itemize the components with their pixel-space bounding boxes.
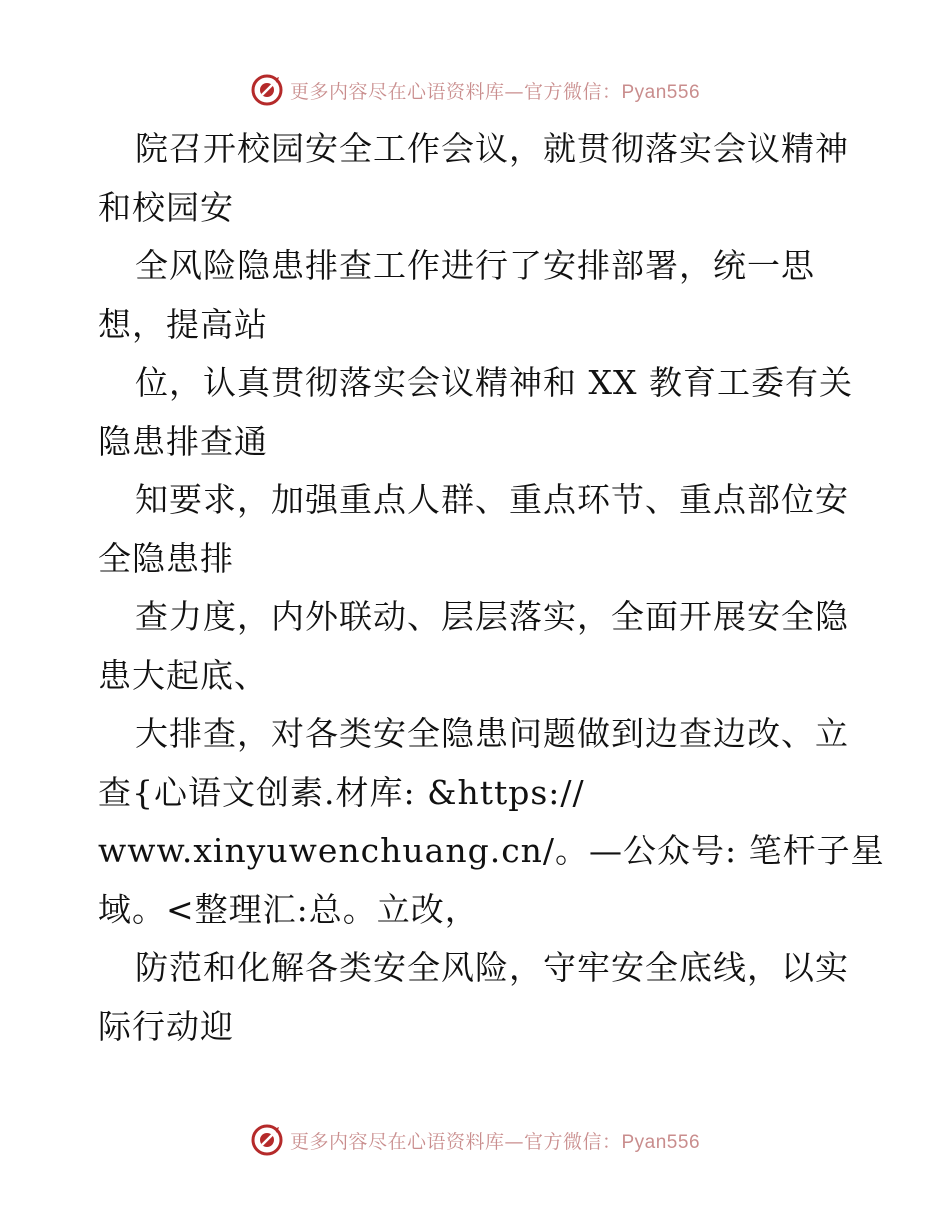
xinyu-logo-icon: [250, 1123, 284, 1157]
body-line: 大排查，对各类安全隐患问题做到边查边改、立: [135, 714, 849, 753]
body-line: 患大起底、: [98, 655, 268, 695]
header-banner-label: 更多内容尽在心语资料库—官方微信：: [289, 80, 622, 103]
body-line: 际行动迎: [98, 1006, 234, 1046]
header-banner-text: [290, 77, 700, 104]
header-banner: [0, 70, 950, 110]
footer-wechat-id: Pyan556: [621, 1131, 701, 1153]
body-line: 域。<整理汇:总。立改，: [98, 889, 479, 929]
body-line: 全风险隐患排查工作进行了安排部署，统一思: [135, 246, 815, 285]
body-line: 和校园安: [98, 187, 234, 227]
footer-banner: [0, 1120, 950, 1160]
body-line: 想，提高站: [98, 304, 268, 344]
body-line: www.xinyuwenchuang.cn/。—公众号: 笔杆子星: [98, 831, 885, 870]
body-line: 位，认真贯彻落实会议精神和 XX 教育工委有关: [135, 363, 853, 402]
footer-banner-text: [290, 1127, 700, 1154]
body-line: 知要求，加强重点人群、重点环节、重点部位安: [135, 480, 849, 519]
header-wechat-id: Pyan556: [621, 81, 701, 103]
footer-banner-label: 更多内容尽在心语资料库—官方微信：: [289, 1130, 622, 1153]
body-line: 全隐患排: [98, 538, 234, 578]
body-line: 查力度，内外联动、层层落实，全面开展安全隐: [135, 597, 849, 636]
body-line: 隐患排查通: [98, 421, 268, 461]
body-line: 防范和化解各类安全风险，守牢安全底线，以实: [135, 948, 849, 987]
body-line: 查{心语文创素.材库: &https://: [98, 772, 585, 812]
document-body: [98, 120, 885, 1056]
xinyu-logo-icon: [250, 73, 284, 107]
body-line: 院召开校园安全工作会议，就贯彻落实会议精神: [135, 129, 849, 168]
